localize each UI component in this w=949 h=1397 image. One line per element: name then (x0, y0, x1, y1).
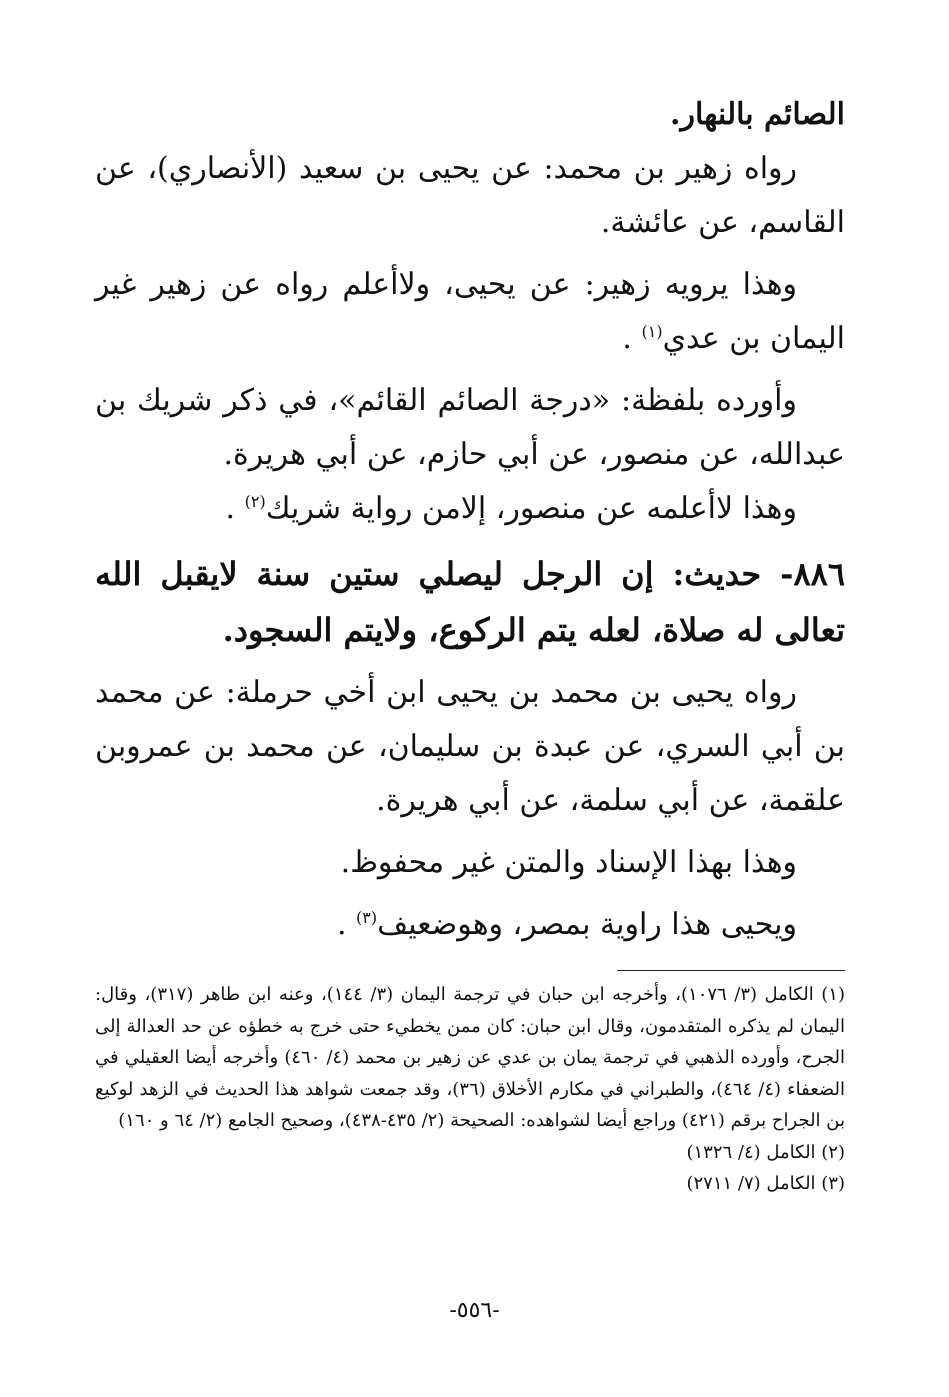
footnote-3: (٣) الكامل (٧/ ٢٧١١) (686, 1173, 845, 1194)
footnote-2: (٢) الكامل (٤/ ١٣٢٦) (686, 1141, 845, 1163)
paragraph-3: وأورده بلفظة: «درجة الصائم القائم»، في ذكر شريك بن عبدالله، عن منصور، عن أبي حازم، عن أبي هريرة. (95, 383, 845, 472)
paragraph-4-text: وهذا لاأعلمه عن منصور، إلامن رواية شريك (265, 491, 797, 526)
footnote-ref-2: (٢) (244, 492, 266, 511)
section-heading: الصائم بالنهار. (670, 97, 845, 132)
footnotes (95, 979, 845, 1200)
paragraph-1: رواه زهير بن محمد: عن يحيى بن سعيد (الأنصاري)، عن القاسم، عن عائشة. (95, 151, 845, 240)
footnote-1: (١) الكامل (٣/ ١٠٧٦)، وأخرجه ابن حبان في ترجمة اليمان (٣/ ١٤٤)، وعنه ابن طاهر (٣١٧)، وقال: اليمان لم يذكره المتقدمون، وقال ابن حبان: كان ممن يخطيء حتى خرج به خطؤه عن حد العدالة إلى الجرح، وأورده الذهبي في ترجمة يمان بن عدي عن زهير بن محمد (٤/ ٤٦٠) وأخرجه أيضا العقيلي في الضعفاء (٤/ ٤٦٤)، والطبراني في مكارم الأخلاق (٣٦)، وقد جمعت شواهد هذا الحديث في الزهد لوكيع بن الجراح برقم (٤٢١) وراجع أيضا لشواهده: الصحيحة (٢/ ٤٣٥-٤٣٨)، وصحيح الجامع (٢/ ٦٤ و ١٦٠) (95, 984, 845, 1131)
paragraph-7 (95, 898, 845, 952)
paragraph-4 (95, 482, 845, 536)
paragraph-7-end: . (336, 907, 347, 942)
paragraph-2 (95, 258, 845, 366)
hadith-heading: ٨٨٦- حديث: إن الرجل ليصلي ستين سنة لايقبل الله تعالى له صلاة، لعله يتم الركوع، ولايتم السجود. (95, 555, 845, 649)
paragraph-7-text: ويحيى هذا راوية بمصر، وهوضعيف (377, 907, 797, 942)
paragraph-5: رواه يحيى بن محمد بن يحيى ابن أخي حرملة: عن محمد بن أبي السري، عن عبدة بن سليمان، عن محمد بن عمروبن علقمة، عن أبي سلمة، عن أبي هريرة. (95, 675, 845, 818)
paragraph-4-end: . (225, 491, 236, 526)
main-text (95, 88, 845, 952)
footnote-ref-1: (١) (641, 322, 663, 341)
page-content (95, 88, 845, 1200)
footnote-divider (617, 970, 845, 971)
paragraph-2-text: وهذا يرويه زهير: عن يحيى، ولاأعلم رواه عن زهير غير اليمان بن عدي (95, 267, 845, 356)
footnote-ref-3: (٣) (356, 908, 378, 927)
page-number: -٥٥٦- (449, 1298, 500, 1323)
paragraph-6: وهذا بهذا الإسناد والمتن غير محفوظ. (340, 845, 797, 880)
paragraph-2-end: . (622, 321, 632, 356)
